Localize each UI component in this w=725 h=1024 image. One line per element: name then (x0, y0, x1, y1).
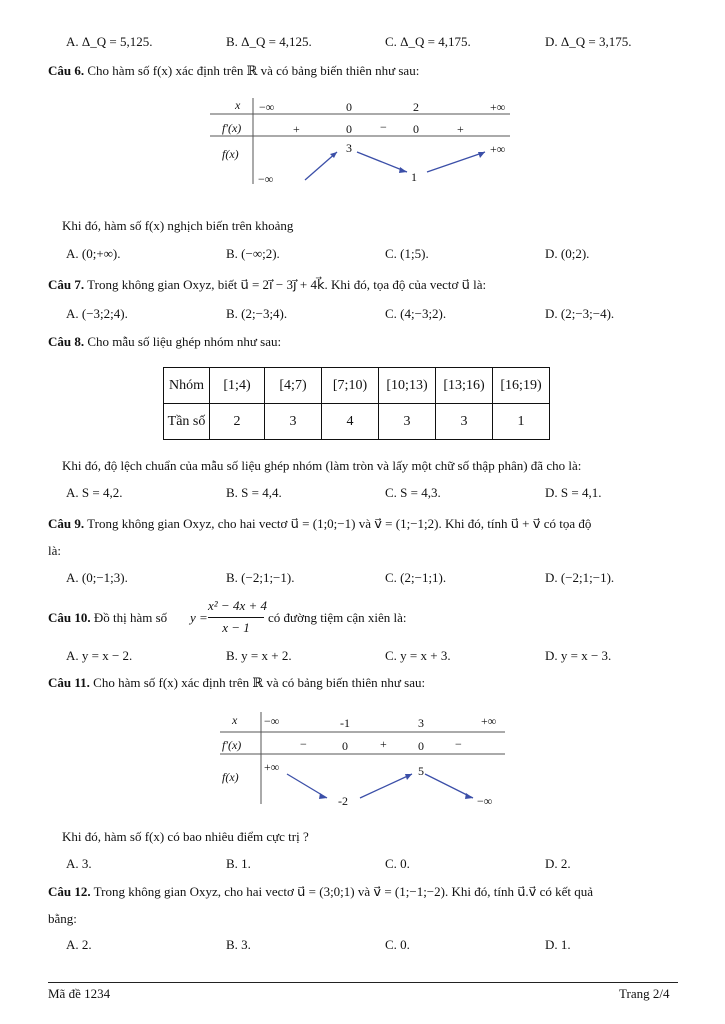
q11-x-label: x (232, 713, 238, 727)
q12-option-a: A. 2. (66, 937, 92, 952)
q5-option-d: D. Δ_Q = 3,175. (545, 34, 632, 49)
q8-group-6: [16;19) (493, 368, 550, 404)
q10-text-post: có đường tiệm cận xiên là: (268, 610, 407, 625)
q11-variation-table (215, 708, 510, 808)
q6-x-1: −∞ (259, 100, 275, 114)
q8-row-freqs (164, 404, 550, 440)
q10-stem (48, 610, 167, 626)
q11-option-d: D. 2. (545, 856, 571, 871)
q11-sign-3: + (380, 737, 387, 751)
q6-arrow-down (357, 152, 407, 172)
q8-label: Câu 8. (48, 334, 85, 349)
q10-fraction-bar (208, 617, 264, 618)
q7-option-b: B. (2;−3;4). (226, 306, 288, 321)
q11-label: Câu 11. (48, 675, 90, 690)
q9-stem (48, 516, 591, 532)
q11-sign-4: 0 (418, 739, 424, 753)
q8-freq-4: 3 (379, 404, 436, 440)
q6-sign-1: + (293, 122, 300, 136)
q11-arrow-up (360, 774, 412, 798)
q11-sign-1: − (300, 737, 307, 751)
q8-group-1: [1;4) (210, 368, 265, 404)
q6-option-b: B. (−∞;2). (226, 246, 280, 261)
q10-option-c: C. y = x + 3. (385, 648, 451, 663)
q10-option-b: B. y = x + 2. (226, 648, 292, 663)
q8-followup: Khi đó, độ lệch chuẩn của mẫu số liệu ghép nhóm (làm tròn và lấy một chữ số thập phân) đã cho là: (62, 458, 582, 473)
q12-text: Trong không gian Oxyz, cho hai vectơ u⃗ = (3;0;1) và v⃗ = (1;−1;−2). Khi đó, tính u⃗.v⃗ có kết quả (93, 884, 594, 899)
q8-group-2: [4;7) (265, 368, 322, 404)
q11-f-2: -2 (338, 794, 348, 808)
q7-option-d: D. (2;−3;−4). (545, 306, 615, 321)
q11-text: Cho hàm số f(x) xác định trên ℝ và có bảng biến thiên như sau: (93, 675, 426, 690)
q12-option-d: D. 1. (545, 937, 571, 952)
q8-freq-3: 4 (322, 404, 379, 440)
q11-x-1: −∞ (264, 714, 280, 728)
q8-stem (48, 334, 281, 350)
q8-group-5: [13;16) (436, 368, 493, 404)
q9-option-a: A. (0;−1;3). (66, 570, 128, 585)
q6-f-2: 3 (346, 141, 352, 155)
q8-freq-6: 1 (493, 404, 550, 440)
q10-option-d: D. y = x − 3. (545, 648, 612, 663)
q7-label: Câu 7. (48, 277, 85, 292)
q6-option-d: D. (0;2). (545, 246, 590, 261)
q10-numerator: x² − 4x + 4 (208, 598, 267, 613)
q6-x-label: x (235, 98, 241, 112)
q10-label: Câu 10. (48, 610, 91, 625)
q9-option-b: B. (−2;1;−1). (226, 570, 295, 585)
q9-text: Trong không gian Oxyz, cho hai vectơ u⃗ = (1;0;−1) và v⃗ = (1;−1;2). Khi đó, tính u⃗ + v⃗ có tọa độ (87, 516, 592, 531)
q7-option-a: A. (−3;2;4). (66, 306, 128, 321)
q12-text-continued: bằng: (48, 911, 77, 926)
q8-row2-label: Tần số (164, 404, 210, 440)
q8-group-3: [7;10) (322, 368, 379, 404)
q6-label: Câu 6. (48, 63, 85, 78)
q8-freq-1: 2 (210, 404, 265, 440)
q8-freq-5: 3 (436, 404, 493, 440)
q11-sign-2: 0 (342, 739, 348, 753)
q11-followup: Khi đó, hàm số f(x) có bao nhiêu điểm cực trị ? (62, 829, 309, 844)
q8-group-4: [10;13) (379, 368, 436, 404)
q12-option-c: C. 0. (385, 937, 410, 952)
q8-row-groups (164, 368, 550, 404)
q11-option-a: A. 3. (66, 856, 92, 871)
q6-x-2: 0 (346, 100, 352, 114)
q6-sign-3: − (380, 120, 387, 134)
footer-page-number: Trang 2/4 (619, 986, 670, 1001)
q5-option-a: A. Δ_Q = 5,125. (66, 34, 153, 49)
q6-f-1: −∞ (258, 172, 274, 186)
q11-f-label: f(x) (222, 770, 239, 784)
q10-text-pre: Đồ thị hàm số (93, 610, 168, 625)
q6-option-c: C. (1;5). (385, 246, 429, 261)
q11-option-c: C. 0. (385, 856, 410, 871)
q7-option-c: C. (4;−3;2). (385, 306, 447, 321)
q6-variation-table (205, 96, 515, 186)
q6-sign-5: + (457, 122, 464, 136)
q6-x-4: +∞ (490, 100, 506, 114)
q10-option-a: A. y = x − 2. (66, 648, 133, 663)
q9-option-d: D. (−2;1;−1). (545, 570, 615, 585)
q11-x-2: -1 (340, 716, 350, 730)
q7-text: Trong không gian Oxyz, biết u⃗ = 2i⃗ − 3j⃗ + 4k⃗. Khi đó, tọa độ của vectơ u⃗ là: (87, 277, 487, 292)
q11-stem (48, 675, 425, 691)
q8-text: Cho mẫu số liệu ghép nhóm như sau: (87, 334, 282, 349)
q8-option-a: A. S = 4,2. (66, 485, 123, 500)
q5-option-b: B. Δ_Q = 4,125. (226, 34, 312, 49)
q6-f-3: 1 (411, 170, 417, 184)
q12-label: Câu 12. (48, 884, 91, 899)
q9-text-continued: là: (48, 543, 61, 558)
q6-option-a: A. (0;+∞). (66, 246, 121, 261)
q8-option-d: D. S = 4,1. (545, 485, 602, 500)
q11-x-3: 3 (418, 716, 424, 730)
q11-f-4: −∞ (477, 794, 493, 808)
q11-fp-label: f′(x) (222, 738, 242, 752)
q11-sign-5: − (455, 737, 462, 751)
footer-divider (48, 982, 678, 983)
q11-f-1: +∞ (264, 760, 280, 774)
q7-stem (48, 277, 486, 293)
q6-sign-2: 0 (346, 122, 352, 136)
q12-option-b: B. 3. (226, 937, 251, 952)
q8-row1-label: Nhóm (164, 368, 210, 404)
q11-f-3: 5 (418, 764, 424, 778)
q9-option-c: C. (2;−1;1). (385, 570, 447, 585)
q10-denominator: x − 1 (222, 620, 250, 635)
q8-frequency-table (163, 367, 550, 440)
q9-label: Câu 9. (48, 516, 85, 531)
q8-option-b: B. S = 4,4. (226, 485, 282, 500)
q6-text: Cho hàm số f(x) xác định trên ℝ và có bảng biến thiên như sau: (87, 63, 420, 78)
q10-y-eq: y = (190, 610, 208, 625)
q6-stem (48, 63, 419, 79)
q6-followup: Khi đó, hàm số f(x) nghịch biến trên khoảng (62, 218, 294, 233)
q5-option-c: C. Δ_Q = 4,175. (385, 34, 471, 49)
q6-sign-4: 0 (413, 122, 419, 136)
q8-freq-2: 3 (265, 404, 322, 440)
q8-option-c: C. S = 4,3. (385, 485, 441, 500)
q6-fp-label: f′(x) (222, 121, 242, 135)
q12-stem (48, 884, 593, 900)
q6-arrow-up-2 (427, 152, 485, 172)
q6-f-4: +∞ (490, 142, 506, 156)
q11-option-b: B. 1. (226, 856, 251, 871)
q11-x-4: +∞ (481, 714, 497, 728)
q6-x-3: 2 (413, 100, 419, 114)
q6-f-label: f(x) (222, 147, 239, 161)
footer-exam-code: Mã đề 1234 (48, 986, 111, 1001)
